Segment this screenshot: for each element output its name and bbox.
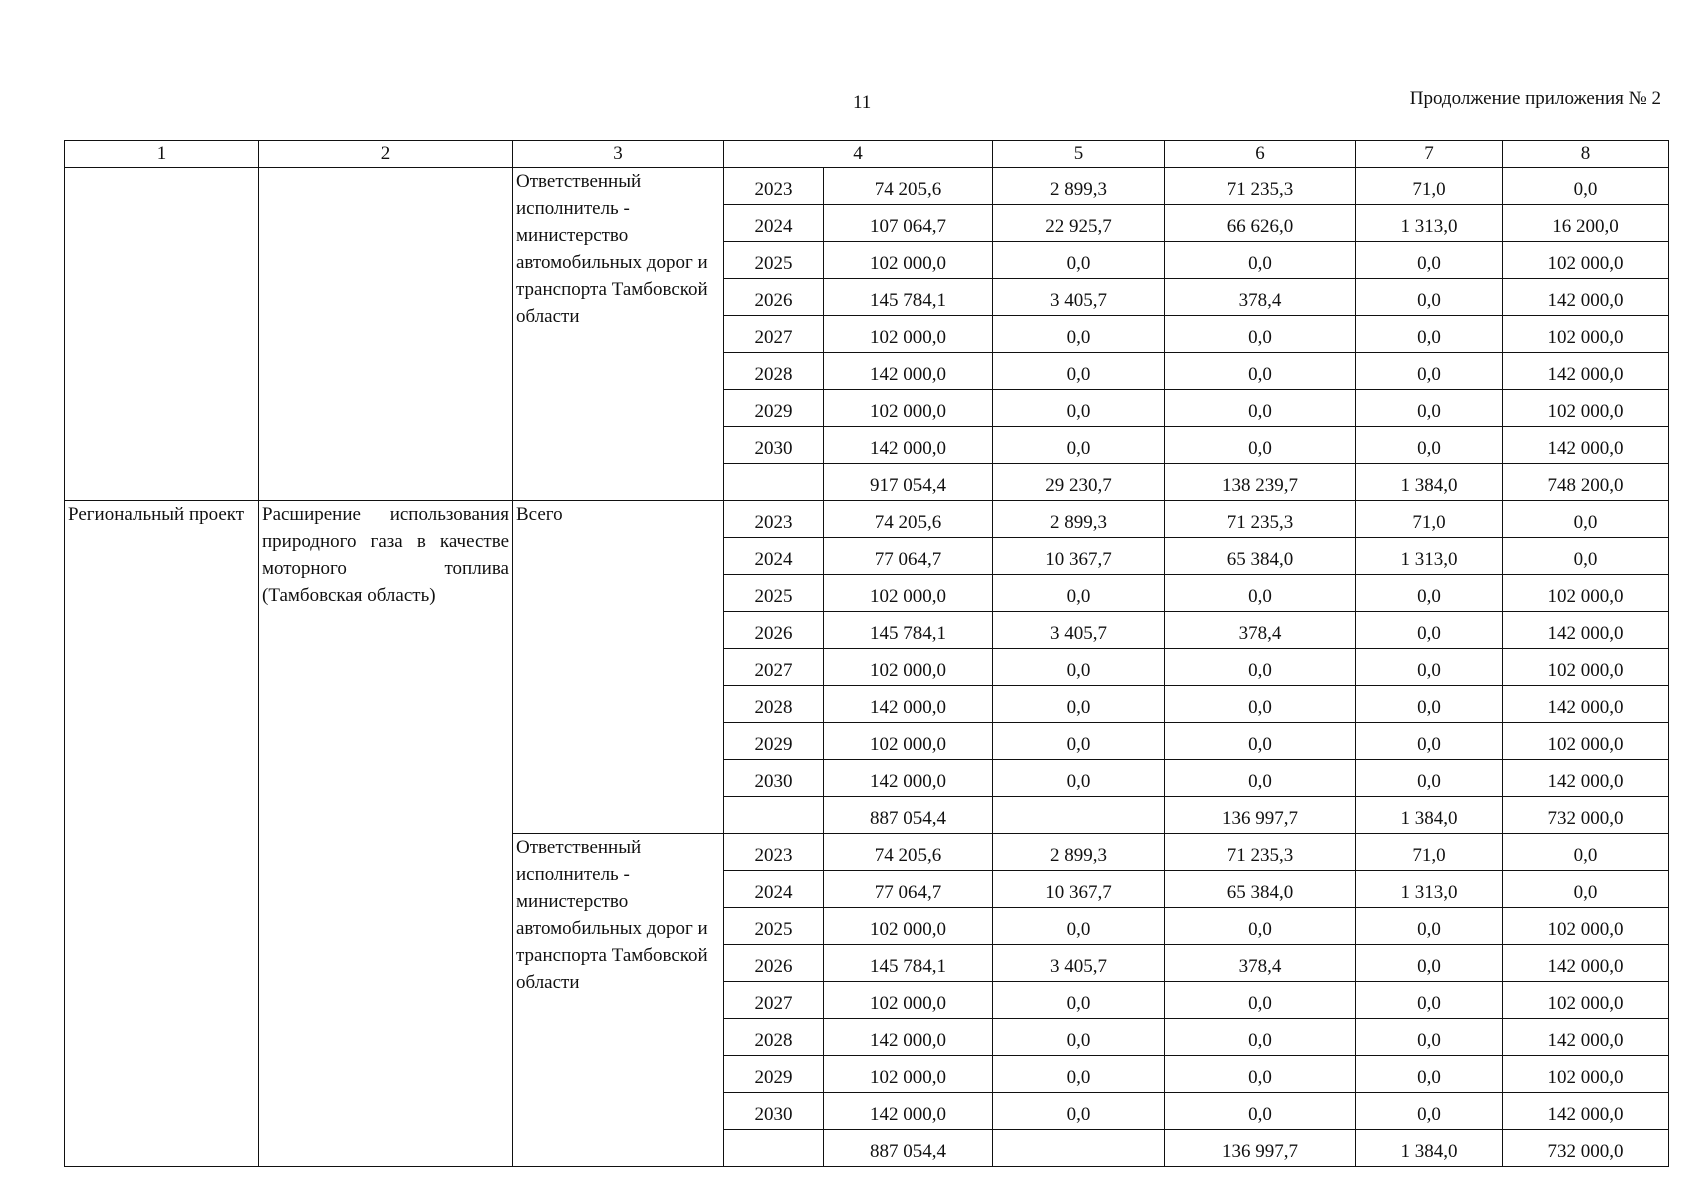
value-cell-5: 0,0 <box>993 1056 1165 1093</box>
year-cell: 2030 <box>724 1093 824 1130</box>
value-cell-4: 142 000,0 <box>824 686 993 723</box>
value-cell-8: 142 000,0 <box>1503 945 1669 982</box>
value-cell-6: 0,0 <box>1165 760 1356 797</box>
value-cell-8: 0,0 <box>1503 538 1669 575</box>
value-cell-5: 0,0 <box>993 427 1165 464</box>
value-cell-4: 887 054,4 <box>824 1130 993 1167</box>
value-cell-6: 136 997,7 <box>1165 797 1356 834</box>
value-cell-5: 0,0 <box>993 723 1165 760</box>
table-header <box>65 141 1669 168</box>
value-cell-4: 145 784,1 <box>824 945 993 982</box>
value-cell-5: 0,0 <box>993 1019 1165 1056</box>
value-cell-7: 1 384,0 <box>1356 797 1503 834</box>
value-cell-7: 0,0 <box>1356 427 1503 464</box>
value-cell-5: 2 899,3 <box>993 834 1165 871</box>
value-cell-4: 102 000,0 <box>824 575 993 612</box>
value-cell-8: 142 000,0 <box>1503 353 1669 390</box>
value-cell-6: 0,0 <box>1165 686 1356 723</box>
value-cell-7: 0,0 <box>1356 649 1503 686</box>
value-cell-8: 142 000,0 <box>1503 686 1669 723</box>
value-cell-7: 1 384,0 <box>1356 1130 1503 1167</box>
value-cell-7: 1 384,0 <box>1356 464 1503 501</box>
value-cell-5: 2 899,3 <box>993 168 1165 205</box>
col-header-2: 2 <box>259 141 513 168</box>
value-cell-4: 102 000,0 <box>824 390 993 427</box>
value-cell-7: 0,0 <box>1356 945 1503 982</box>
col-header-4: 4 <box>724 141 993 168</box>
value-cell-8: 142 000,0 <box>1503 1093 1669 1130</box>
value-cell-7: 0,0 <box>1356 1093 1503 1130</box>
value-cell-6: 0,0 <box>1165 427 1356 464</box>
value-cell-4: 107 064,7 <box>824 205 993 242</box>
value-cell-7: 0,0 <box>1356 390 1503 427</box>
value-cell-5: 3 405,7 <box>993 279 1165 316</box>
year-cell: 2029 <box>724 723 824 760</box>
value-cell-6: 65 384,0 <box>1165 538 1356 575</box>
year-cell: 2027 <box>724 982 824 1019</box>
value-cell-5: 0,0 <box>993 649 1165 686</box>
value-cell-7: 0,0 <box>1356 760 1503 797</box>
value-cell-7: 71,0 <box>1356 168 1503 205</box>
year-cell <box>724 1130 824 1167</box>
value-cell-4: 74 205,6 <box>824 501 993 538</box>
year-cell <box>724 797 824 834</box>
year-cell: 2024 <box>724 871 824 908</box>
empty-cell <box>65 168 259 501</box>
page-number: 11 <box>853 92 872 113</box>
year-cell: 2025 <box>724 242 824 279</box>
empty-cell <box>259 168 513 501</box>
value-cell-6: 138 239,7 <box>1165 464 1356 501</box>
value-cell-6: 0,0 <box>1165 575 1356 612</box>
value-cell-6: 65 384,0 <box>1165 871 1356 908</box>
year-cell: 2023 <box>724 834 824 871</box>
value-cell-6: 71 235,3 <box>1165 501 1356 538</box>
col-header-5: 5 <box>993 141 1165 168</box>
value-cell-4: 77 064,7 <box>824 538 993 575</box>
value-cell-8: 732 000,0 <box>1503 797 1669 834</box>
value-cell-4: 74 205,6 <box>824 168 993 205</box>
value-cell-7: 0,0 <box>1356 908 1503 945</box>
year-cell: 2023 <box>724 501 824 538</box>
value-cell-7: 0,0 <box>1356 723 1503 760</box>
value-cell-5: 10 367,7 <box>993 871 1165 908</box>
value-cell-8: 142 000,0 <box>1503 760 1669 797</box>
value-cell-6: 0,0 <box>1165 649 1356 686</box>
value-cell-7: 1 313,0 <box>1356 205 1503 242</box>
project-type: Региональный проект <box>65 501 259 1167</box>
table-row <box>65 501 1669 538</box>
value-cell-4: 74 205,6 <box>824 834 993 871</box>
value-cell-7: 0,0 <box>1356 1019 1503 1056</box>
value-cell-8: 142 000,0 <box>1503 1019 1669 1056</box>
value-cell-5: 0,0 <box>993 316 1165 353</box>
value-cell-7: 71,0 <box>1356 501 1503 538</box>
value-cell-4: 102 000,0 <box>824 908 993 945</box>
value-cell-4: 142 000,0 <box>824 1019 993 1056</box>
value-cell-5: 0,0 <box>993 760 1165 797</box>
value-cell-5: 3 405,7 <box>993 612 1165 649</box>
value-cell-8: 142 000,0 <box>1503 279 1669 316</box>
col-header-3: 3 <box>513 141 724 168</box>
year-cell: 2024 <box>724 205 824 242</box>
value-cell-4: 887 054,4 <box>824 797 993 834</box>
year-cell: 2028 <box>724 686 824 723</box>
col-header-1: 1 <box>65 141 259 168</box>
year-cell <box>724 464 824 501</box>
value-cell-8: 102 000,0 <box>1503 982 1669 1019</box>
col-header-6: 6 <box>1165 141 1356 168</box>
value-cell-5: 0,0 <box>993 390 1165 427</box>
value-cell-8: 0,0 <box>1503 834 1669 871</box>
value-cell-7: 0,0 <box>1356 279 1503 316</box>
value-cell-5: 29 230,7 <box>993 464 1165 501</box>
total-label: Всего <box>513 501 724 834</box>
value-cell-4: 142 000,0 <box>824 427 993 464</box>
value-cell-7: 0,0 <box>1356 612 1503 649</box>
column-number-row <box>65 141 1669 168</box>
value-cell-6: 0,0 <box>1165 1056 1356 1093</box>
value-cell-6: 66 626,0 <box>1165 205 1356 242</box>
value-cell-7: 0,0 <box>1356 686 1503 723</box>
year-cell: 2029 <box>724 390 824 427</box>
value-cell-4: 77 064,7 <box>824 871 993 908</box>
value-cell-5: 22 925,7 <box>993 205 1165 242</box>
value-cell-6: 378,4 <box>1165 612 1356 649</box>
value-cell-8: 102 000,0 <box>1503 316 1669 353</box>
year-cell: 2028 <box>724 1019 824 1056</box>
value-cell-4: 102 000,0 <box>824 1056 993 1093</box>
value-cell-4: 102 000,0 <box>824 982 993 1019</box>
value-cell-4: 102 000,0 <box>824 723 993 760</box>
table-row <box>65 168 1669 205</box>
appendix-continuation-note: Продолжение приложения № 2 <box>1409 88 1661 109</box>
value-cell-6: 0,0 <box>1165 1019 1356 1056</box>
value-cell-8: 142 000,0 <box>1503 427 1669 464</box>
value-cell-6: 0,0 <box>1165 353 1356 390</box>
table-body <box>65 168 1669 1167</box>
executor-label: Ответственный исполнитель - министерство автомобильных дорог и транспорта Тамбовской области <box>513 834 724 1167</box>
value-cell-6: 71 235,3 <box>1165 834 1356 871</box>
value-cell-4: 102 000,0 <box>824 649 993 686</box>
value-cell-6: 0,0 <box>1165 1093 1356 1130</box>
value-cell-5: 3 405,7 <box>993 945 1165 982</box>
project-name: Расширение использования природного газа в качестве моторного топлива (Тамбовская область) <box>259 501 513 1167</box>
value-cell-6: 0,0 <box>1165 390 1356 427</box>
value-cell-5 <box>993 797 1165 834</box>
col-header-7: 7 <box>1356 141 1503 168</box>
value-cell-7: 1 313,0 <box>1356 538 1503 575</box>
year-cell: 2027 <box>724 649 824 686</box>
value-cell-8: 0,0 <box>1503 501 1669 538</box>
budget-table <box>64 140 1669 1167</box>
value-cell-7: 1 313,0 <box>1356 871 1503 908</box>
value-cell-7: 0,0 <box>1356 353 1503 390</box>
value-cell-8: 102 000,0 <box>1503 908 1669 945</box>
value-cell-6: 378,4 <box>1165 945 1356 982</box>
executor-label: Ответственный исполнитель - министерство автомобильных дорог и транспорта Тамбовской области <box>513 168 724 501</box>
year-cell: 2028 <box>724 353 824 390</box>
value-cell-7: 0,0 <box>1356 316 1503 353</box>
value-cell-8: 102 000,0 <box>1503 1056 1669 1093</box>
value-cell-6: 0,0 <box>1165 723 1356 760</box>
value-cell-6: 136 997,7 <box>1165 1130 1356 1167</box>
value-cell-4: 145 784,1 <box>824 612 993 649</box>
value-cell-6: 0,0 <box>1165 908 1356 945</box>
value-cell-8: 102 000,0 <box>1503 575 1669 612</box>
value-cell-6: 0,0 <box>1165 242 1356 279</box>
year-cell: 2026 <box>724 612 824 649</box>
year-cell: 2029 <box>724 1056 824 1093</box>
year-cell: 2025 <box>724 575 824 612</box>
year-cell: 2030 <box>724 427 824 464</box>
year-cell: 2025 <box>724 908 824 945</box>
value-cell-6: 71 235,3 <box>1165 168 1356 205</box>
year-cell: 2030 <box>724 760 824 797</box>
value-cell-5: 10 367,7 <box>993 538 1165 575</box>
value-cell-7: 0,0 <box>1356 242 1503 279</box>
value-cell-4: 102 000,0 <box>824 242 993 279</box>
value-cell-5: 0,0 <box>993 908 1165 945</box>
value-cell-4: 142 000,0 <box>824 353 993 390</box>
value-cell-5: 0,0 <box>993 242 1165 279</box>
value-cell-5: 2 899,3 <box>993 501 1165 538</box>
year-cell: 2027 <box>724 316 824 353</box>
value-cell-8: 0,0 <box>1503 871 1669 908</box>
value-cell-5: 0,0 <box>993 575 1165 612</box>
value-cell-4: 102 000,0 <box>824 316 993 353</box>
value-cell-7: 0,0 <box>1356 982 1503 1019</box>
value-cell-8: 732 000,0 <box>1503 1130 1669 1167</box>
value-cell-7: 0,0 <box>1356 1056 1503 1093</box>
year-cell: 2024 <box>724 538 824 575</box>
value-cell-8: 142 000,0 <box>1503 612 1669 649</box>
col-header-8: 8 <box>1503 141 1669 168</box>
value-cell-8: 102 000,0 <box>1503 649 1669 686</box>
value-cell-8: 0,0 <box>1503 168 1669 205</box>
value-cell-5 <box>993 1130 1165 1167</box>
year-cell: 2026 <box>724 945 824 982</box>
value-cell-8: 102 000,0 <box>1503 242 1669 279</box>
value-cell-8: 748 200,0 <box>1503 464 1669 501</box>
value-cell-5: 0,0 <box>993 686 1165 723</box>
value-cell-6: 0,0 <box>1165 982 1356 1019</box>
year-cell: 2023 <box>724 168 824 205</box>
value-cell-8: 16 200,0 <box>1503 205 1669 242</box>
value-cell-4: 142 000,0 <box>824 1093 993 1130</box>
year-cell: 2026 <box>724 279 824 316</box>
value-cell-7: 71,0 <box>1356 834 1503 871</box>
value-cell-4: 917 054,4 <box>824 464 993 501</box>
value-cell-4: 145 784,1 <box>824 279 993 316</box>
value-cell-8: 102 000,0 <box>1503 723 1669 760</box>
value-cell-4: 142 000,0 <box>824 760 993 797</box>
value-cell-5: 0,0 <box>993 1093 1165 1130</box>
value-cell-5: 0,0 <box>993 353 1165 390</box>
value-cell-6: 378,4 <box>1165 279 1356 316</box>
value-cell-8: 102 000,0 <box>1503 390 1669 427</box>
value-cell-7: 0,0 <box>1356 575 1503 612</box>
value-cell-5: 0,0 <box>993 982 1165 1019</box>
value-cell-6: 0,0 <box>1165 316 1356 353</box>
